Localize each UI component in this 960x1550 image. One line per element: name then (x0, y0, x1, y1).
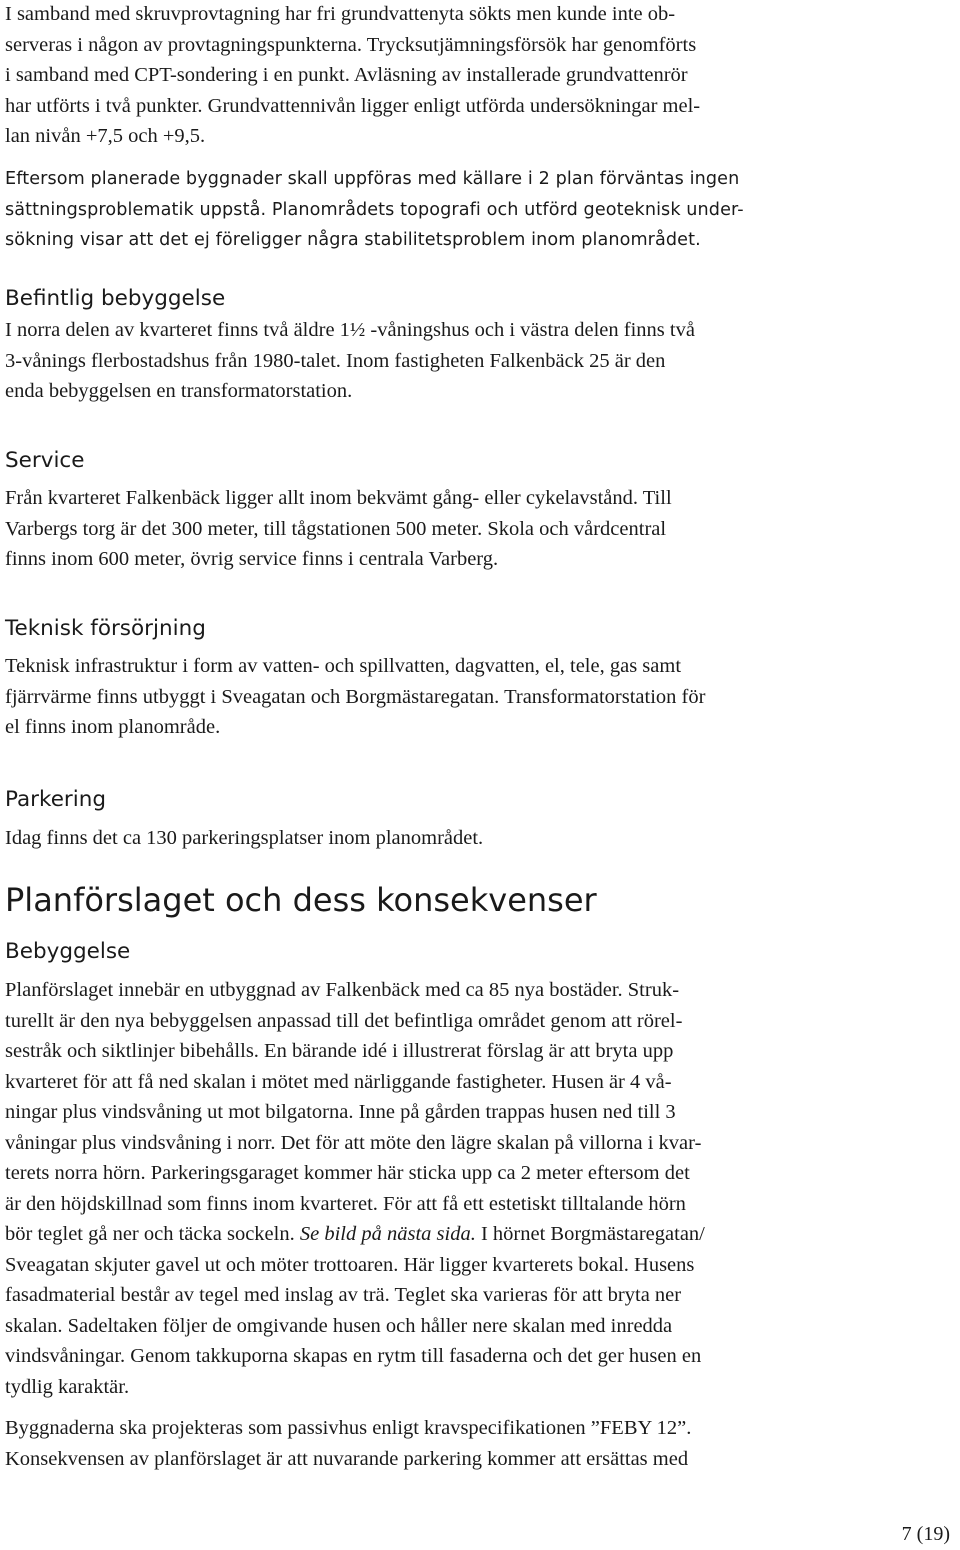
text-line: sökning visar att det ej föreligger några stabilitetsproblem inom planområdet. (5, 230, 701, 250)
paragraph-groundwater (5, 0, 943, 152)
text-line: I samband med skruvprovtagning har fri grundvattenyta sökts men kunde inte ob- (5, 3, 676, 25)
text-line: Eftersom planerade byggnader skall uppföras med källare i 2 plan förväntas ingen (5, 169, 740, 189)
text-line: skalan. Sadeltaken följer de omgivande husen och håller nere skalan med inredda (5, 1314, 673, 1337)
text-line: fjärrvärme finns utbyggt i Sveagatan och Borgmästaregatan. Transformatorstation för (5, 685, 706, 708)
text-line: tydlig karaktär. (5, 1375, 130, 1398)
text-line: Varbergs torg är det 300 meter, till tågstationen 500 meter. Skola och vårdcentral (5, 517, 667, 540)
text-line: lan nivån +7,5 och +9,5. (5, 125, 206, 147)
text-line: Konsekvensen av planförslaget är att nuvarande parkering kommer att ersättas med (5, 1447, 689, 1470)
text-line: finns inom 600 meter, övrig service finns i centrala Varberg. (5, 548, 499, 570)
paragraph-befintlig (5, 315, 943, 407)
text-span: I hörnet Borgmästaregatan/ (475, 1223, 705, 1245)
text-line: turellt är den nya bebyggelsen anpassad till det befintliga området genom att rörel- (5, 1009, 683, 1032)
text-line: Idag finns det ca 130 parkeringsplatser inom planområdet. (5, 827, 484, 849)
figure-reference: Se bild på nästa sida. (299, 1223, 476, 1245)
text-line: Från kvarteret Falkenbäck ligger allt inom bekvämt gång- eller cykelavstånd. Till (5, 487, 672, 509)
text-line: enda bebyggelsen en transformatorstation. (5, 380, 353, 402)
paragraph-bebyggelse (5, 975, 943, 1402)
paragraph-settlement (5, 164, 943, 256)
text-line: ningar plus vindsvåning ut mot bilgatorna. Inne på gården trappas husen ned till 3 (5, 1101, 676, 1123)
text-line: Sveagatan skjuter gavel ut och möter trottoaren. Här ligger kvarterets bokal. Husens (5, 1253, 695, 1276)
text-line: fasadmaterial består av tegel med inslag av trä. Teglet ska varieras för att bryta ner (5, 1284, 682, 1306)
text-line: våningar plus vindsvåning i norr. Det för att möte den lägre skalan på villorna i kvar- (5, 1131, 702, 1154)
text-line: Teknisk infrastruktur i form av vatten- och spillvatten, dagvatten, el, tele, gas samt (5, 655, 682, 677)
heading-bebyggelse: Bebyggelse (5, 939, 131, 964)
text-line: I norra delen av kvarteret finns två äldre 1½ -våningshus och i västra delen finns två (5, 319, 695, 341)
text-line: har utförts i två punkter. Grundvattennivån ligger enligt utförda undersökningar mel- (5, 94, 701, 117)
text-line: Byggnaderna ska projekteras som passivhus enligt kravspecifikationen ”FEBY 12”. (5, 1417, 692, 1439)
text-line: el finns inom planområde. (5, 716, 221, 738)
paragraph-teknisk (5, 651, 943, 743)
text-line-with-reference (5, 1219, 943, 1250)
text-line: sestråk och siktlinjer bibehålls. En bärande idé i illustrerat förslag är att bryta upp (5, 1040, 674, 1062)
text-line: vindsvåningar. Genom takkuporna skapas en rytm till fasaderna och det ger husen en (5, 1345, 702, 1367)
text-span: Planområdets topografi och utförd geoteknisk under- (266, 199, 744, 220)
text-line: Planförslaget innebär en utbyggnad av Falkenbäck med ca 85 nya bostäder. Struk- (5, 979, 680, 1001)
text-line: serveras i någon av provtagningspunkterna. Trycksutjämningsförsök har genomförts (5, 33, 697, 56)
paragraph-passivhus (5, 1413, 943, 1474)
text-line: kvarteret för att få ned skalan i mötet med närliggande fastigheter. Husen är 4 vå- (5, 1070, 672, 1093)
page-number: 7 (19) (901, 1523, 950, 1545)
heading-befintlig-bebyggelse: Befintlig bebyggelse (5, 286, 226, 311)
paragraph-parkering (5, 823, 943, 854)
heading-teknisk-forsorjning: Teknisk försörjning (5, 616, 206, 641)
text-span: bör teglet gå ner och täcka sockeln. (5, 1223, 300, 1245)
heading-service: Service (5, 448, 85, 473)
paragraph-service (5, 483, 943, 575)
text-line: i samband med CPT-sondering i en punkt. Avläsning av installerade grundvattenrör (5, 64, 688, 86)
text-line: 3-vånings flerbostadshus från 1980-talet. Inom fastigheten Falkenbäck 25 är den (5, 349, 666, 372)
text-line: terets norra hörn. Parkeringsgaraget kommer här sticka upp ca 2 meter eftersom det (5, 1162, 690, 1184)
text-line: är den höjdskillnad som finns inom kvarteret. För att få ett estetiskt tilltalande hörn (5, 1192, 686, 1215)
text-span: sättningsproblematik uppstå. (5, 199, 267, 220)
heading-planforslaget: Planförslaget och dess konsekvenser (5, 881, 597, 919)
heading-parkering: Parkering (5, 787, 107, 812)
